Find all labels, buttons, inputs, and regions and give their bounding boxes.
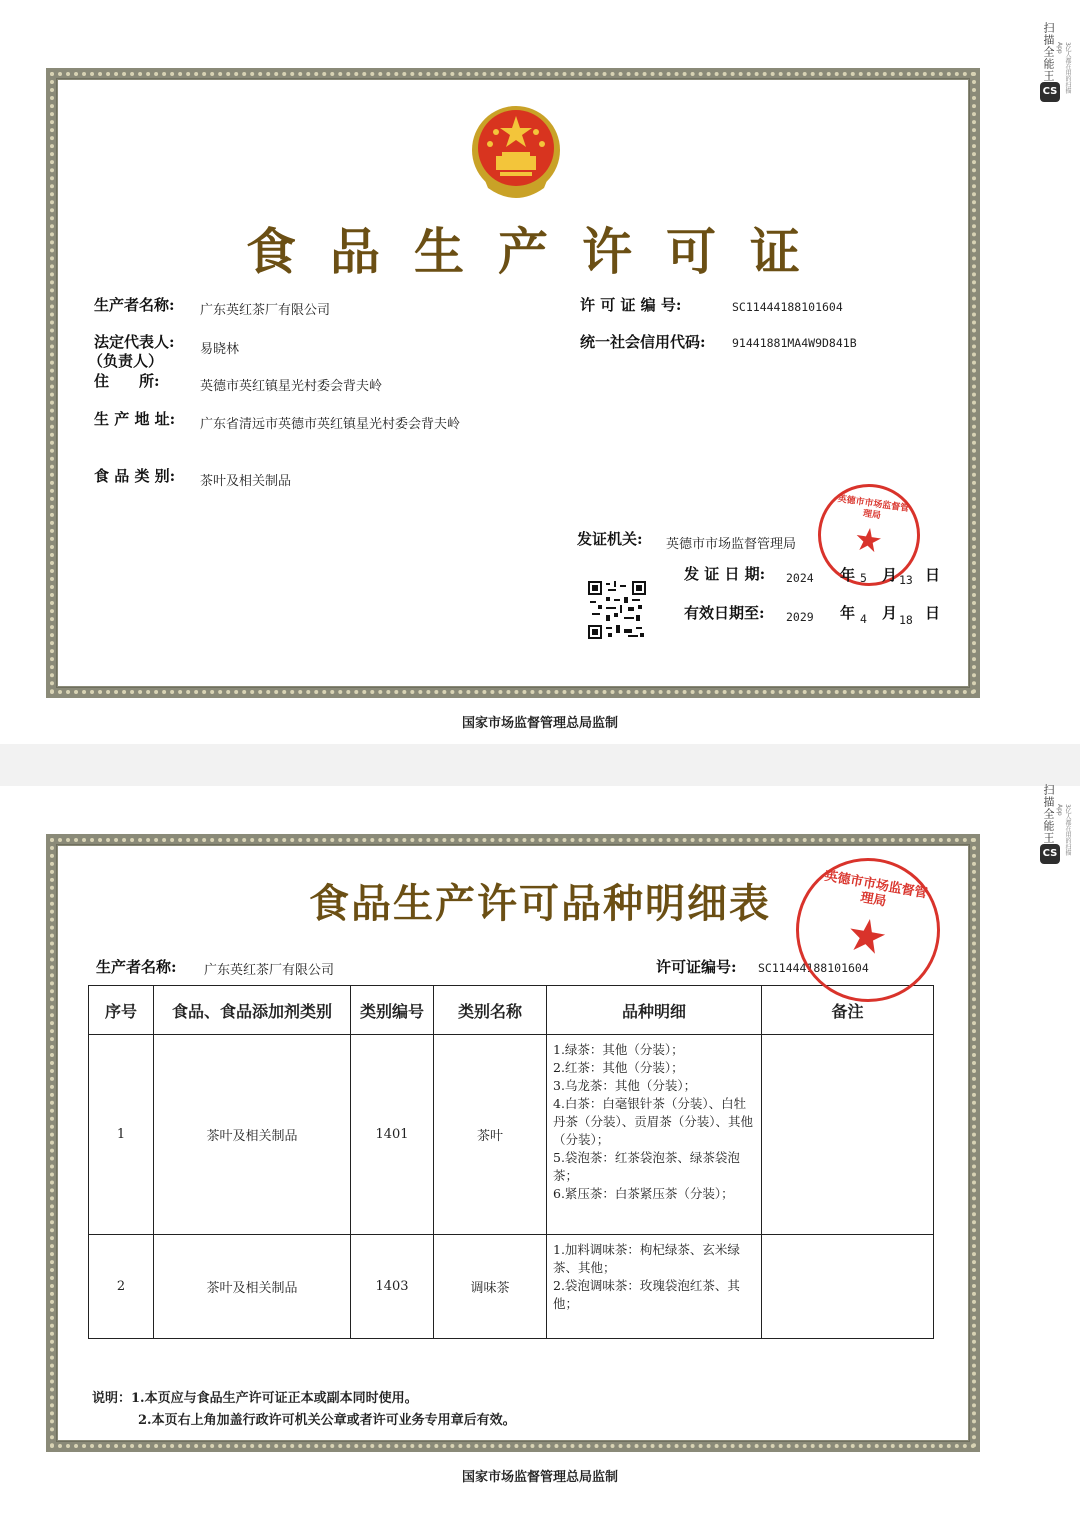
license-title: 食品生产许可证: [246, 222, 834, 281]
valid-year: 2029: [786, 610, 814, 624]
scanner-tagline: 3亿人都在用的扫描App: [1056, 42, 1071, 94]
scanner-watermark: [1040, 18, 1071, 102]
address-value: 英德市英红镇星光村委会背夫岭: [200, 379, 383, 394]
detail-title: 食品生产许可品种明细表: [309, 880, 771, 927]
license-page: [0, 0, 1080, 744]
detail-license-no-label: 许可证编号:: [656, 958, 737, 976]
row-note: [762, 1235, 934, 1339]
variety-item: 2.袋泡调味茶：玫瑰袋泡红茶、其他；: [553, 1278, 740, 1311]
issue-month-unit: 月: [882, 566, 898, 584]
issue-year-unit: 年: [840, 566, 856, 584]
header-name: 类别名称: [434, 986, 547, 1035]
variety-item: 5.袋泡茶：红茶袋泡茶、绿茶袋泡茶；: [553, 1150, 740, 1183]
detail-footer: 国家市场监督管理总局监制: [461, 1470, 618, 1485]
scanner-logo-icon: CS: [1040, 82, 1060, 102]
address-label: 住 所:: [94, 372, 160, 390]
detail-license-no-value: SC11444188101604: [758, 961, 869, 975]
row-no: 1: [89, 1035, 154, 1235]
issue-day-unit: 日: [925, 566, 941, 584]
row-varieties: [547, 1035, 762, 1235]
variety-item: 6.紧压茶：白茶紧压茶（分装）；: [553, 1186, 734, 1201]
category-label: 食 品 类 别:: [94, 467, 176, 485]
seal-text: 英德市市场监督管理局: [836, 494, 910, 522]
table-header-row: [89, 986, 934, 1035]
scanner-tagline-2: 3亿人都在用的扫描App: [1056, 804, 1071, 856]
issue-day: 13: [899, 573, 913, 587]
issue-date-label: 发 证 日 期:: [684, 565, 766, 583]
prod-address-value: 广东省清远市英德市英红镇星光村委会背夫岭: [200, 417, 461, 432]
valid-year-unit: 年: [840, 604, 856, 622]
producer-value: 广东英红茶厂有限公司: [200, 303, 331, 318]
valid-month-unit: 月: [882, 604, 898, 622]
issuer-label: 发证机关:: [577, 530, 643, 548]
row-note: [762, 1035, 934, 1235]
note-line-1: 说明：1.本页应与食品生产许可证正本或副本同时使用。: [92, 1391, 418, 1406]
header-no: 序号: [89, 986, 154, 1035]
scanner-app-name: 扫描全能王: [1042, 22, 1055, 82]
row-name: 调味茶: [434, 1235, 547, 1339]
seal-star-icon: ★: [851, 519, 886, 561]
variety-item: 4.白茶：白毫银针茶（分装）、白牡丹茶（分装）、贡眉茶（分装）、其他（分装）；: [553, 1096, 754, 1147]
scanner-app-name-2: 扫描全能王: [1042, 784, 1055, 844]
note-line-2: 2.本页右上角加盖行政许可机关公章或者许可业务专用章后有效。: [138, 1413, 516, 1428]
valid-day: 18: [899, 613, 913, 627]
detail-notes: [92, 1388, 516, 1432]
table-row: [89, 1035, 934, 1235]
license-no-label: 许 可 证 编 号:: [580, 296, 682, 314]
valid-date-label: 有效日期至:: [684, 604, 765, 622]
credit-code-label: 统一社会信用代码:: [580, 333, 706, 351]
variety-table: [88, 985, 934, 1339]
issuer-value: 英德市市场监督管理局: [666, 537, 797, 552]
valid-month: 4: [860, 612, 867, 626]
row-category: 茶叶及相关制品: [154, 1035, 351, 1235]
row-no: 2: [89, 1235, 154, 1339]
row-varieties: [547, 1235, 762, 1339]
header-notes: 备注: [762, 986, 934, 1035]
variety-item: 3.乌龙茶：其他（分装）；: [553, 1078, 697, 1093]
variety-item: 2.红茶：其他（分装）；: [553, 1060, 684, 1075]
seal-text-2: 英德市市场监督管理局: [823, 868, 929, 910]
variety-item: 1.加料调味茶：枸杞绿茶、玄米绿茶、其他；: [553, 1242, 740, 1275]
detail-producer-value: 广东英红茶厂有限公司: [204, 963, 335, 978]
credit-code-value: 91441881MA4W9D841B: [732, 336, 857, 350]
issue-year: 2024: [786, 571, 814, 585]
header-varieties: 品种明细: [547, 986, 762, 1035]
valid-day-unit: 日: [925, 604, 941, 622]
table-row: [89, 1235, 934, 1339]
detail-producer-label: 生产者名称:: [96, 958, 177, 976]
issue-month: 5: [860, 571, 867, 585]
scanner-logo-icon-2: CS: [1040, 844, 1060, 864]
legal-rep-sub-label: （负责人）: [88, 352, 164, 370]
legal-rep-label: 法定代表人:: [94, 333, 175, 351]
variety-item: 1.绿茶：其他（分装）；: [553, 1042, 684, 1057]
row-category: 茶叶及相关制品: [154, 1235, 351, 1339]
row-code: 1403: [351, 1235, 434, 1339]
license-no-value: SC11444188101604: [732, 300, 843, 314]
row-name: 茶叶: [434, 1035, 547, 1235]
page-gap: [0, 744, 1080, 786]
category-value: 茶叶及相关制品: [200, 474, 292, 489]
header-category: 食品、食品添加剂类别: [154, 986, 351, 1035]
license-footer: 国家市场监督管理总局监制: [461, 716, 618, 731]
qr-code-icon: [588, 580, 646, 640]
seal-star-icon-2: ★: [841, 905, 892, 967]
header-code: 类别编号: [351, 986, 434, 1035]
producer-label: 生产者名称:: [94, 296, 175, 314]
prod-address-label: 生 产 地 址:: [94, 410, 176, 428]
legal-rep-value: 易晓林: [200, 342, 240, 357]
row-code: 1401: [351, 1035, 434, 1235]
scanner-watermark-2: [1040, 780, 1071, 864]
national-emblem-icon: [466, 98, 566, 206]
